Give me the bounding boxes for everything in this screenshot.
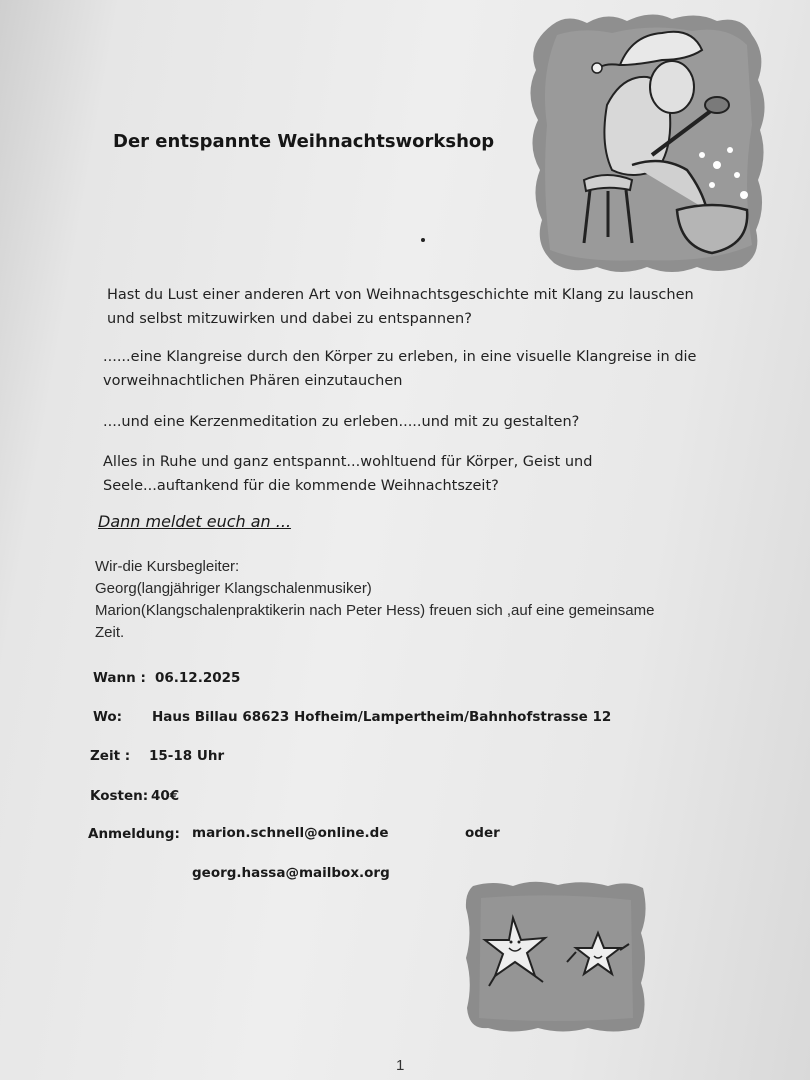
wann-label: Wann : <box>93 670 146 686</box>
page-title: Der entspannte Weihnachtsworkshop <box>113 131 495 152</box>
dancing-stars-illustration <box>463 878 649 1035</box>
call-to-action: Dann meldet euch an ... <box>98 512 292 531</box>
team-line: Wir-die Kursbegleiter: <box>95 558 240 575</box>
team-line: Georg(langjähriger Klangschalenmusiker) <box>95 580 372 597</box>
paragraph-line: ....und eine Kerzenmeditation zu erleben.....und mit zu gestalten? <box>103 414 580 430</box>
paragraph-line: vorweihnachtlichen Phären einzutauchen <box>103 373 403 389</box>
anmeldung-label: Anmeldung: <box>88 826 180 842</box>
meditation-paragraph <box>103 410 579 434</box>
paragraph-line: Alles in Ruhe und ganz entspannt...wohltuend für Körper, Geist und <box>103 454 593 470</box>
paragraph-line: ......eine Klangreise durch den Körper zu erleben, in eine visuelle Klangreise in die <box>103 349 697 365</box>
email-link-georg[interactable]: georg.hassa@mailbox.org <box>192 865 390 881</box>
team-line: Zeit. <box>95 624 125 641</box>
wo-label: Wo: <box>93 709 123 725</box>
team-line: Marion(Klangschalenpraktikerin nach Peter Hess) freuen sich ,auf eine gemeinsame <box>95 602 655 619</box>
team-section <box>95 556 654 644</box>
footbath-illustration <box>512 5 772 280</box>
email-link-marion[interactable]: marion.schnell@online.de <box>192 825 389 841</box>
kosten-value: 40€ <box>151 788 180 804</box>
decorative-dot <box>421 238 425 242</box>
paragraph-line: Seele...auftankend für die kommende Weihnachtszeit? <box>103 478 499 494</box>
oder-text: oder <box>465 825 500 841</box>
zeit-label: Zeit : <box>90 748 131 764</box>
wann-value: 06.12.2025 <box>155 670 241 686</box>
kosten-label: Kosten: <box>90 788 149 804</box>
paragraph-line: Hast du Lust einer anderen Art von Weihnachtsgeschichte mit Klang zu lauschen <box>107 287 694 303</box>
wo-value: Haus Billau 68623 Hofheim/Lampertheim/Bahnhofstrasse 12 <box>152 709 612 725</box>
intro-paragraph <box>107 283 694 331</box>
paragraph-line: und selbst mitzuwirken und dabei zu entspannen? <box>107 311 472 327</box>
soundjourney-paragraph <box>103 345 696 393</box>
relax-paragraph <box>103 450 592 498</box>
zeit-value: 15-18 Uhr <box>149 748 225 764</box>
page-number: 1 <box>396 1057 405 1074</box>
